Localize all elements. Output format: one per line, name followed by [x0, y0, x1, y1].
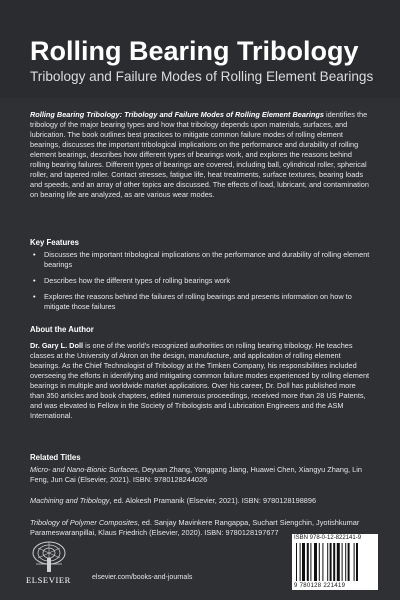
key-features-list	[30, 250, 370, 318]
elsevier-tree-logo-icon	[30, 540, 68, 574]
key-feature-item: • Describes how the different types of rolling bearings work	[30, 276, 370, 286]
key-feature-item: • Discusses the important tribological implications on the performance and durability of rolling element bearings	[30, 250, 370, 270]
author-bio-text: is one of the world's recognized authorities on rolling bearing tribology. He teaches classes at the University of Akron on the design, manufacture, and application of rolling element bearings. As the Chief Technologist of Tribology at the Timken Company, his responsibilities included overseeing the efforts in identifying and mitigating common failure modes experienced by rolling element bearings in multiple and worldwide market applications. Over his career, Dr. Doll has published more than 350 articles and book chapters, edited numerous proceedings, received more than 28 US Patents, and was elevated to Fellow in the Society of Tribologists and Lubrication Engineers and the ASM International.	[30, 341, 370, 420]
barcode-number: 9 780128 221419	[294, 583, 346, 589]
related-title-details: , ed. Sanjay Mavinkere Rangappa, Suchart Siengchin, Jyotishkumar Parameswaranpillai, Klaus Friedrich (Elsevier, 2020). ISBN: 9780128197677	[30, 518, 360, 537]
description-text: identifies the tribology of the major bearing types and how that tribology depends upon materials, surfaces, and lubrication. The book outlines best practices to mitigate common failure modes of rolling element bearings, discusses the important tribological implications on the performance and durability of rolling element bearings, describes how different types of bearings work, and explores the reasons behind rolling bearing failures. Different types of bearings are covered, including ball, cylindrical roller, spherical roller, and tapered roller. Contact stresses, fatigue life, heat treatments, surface textures, bearing loads and speeds, and an array of other topics are discussed. The effects of load, lubricant, and contamination on bearing life are analyzed, as are various wear modes.	[30, 110, 369, 199]
related-title-name: Tribology of Polymer Composites	[30, 518, 138, 527]
key-features-heading: Key Features	[30, 238, 79, 247]
related-titles-heading: Related Titles	[30, 453, 81, 462]
book-description	[30, 110, 372, 200]
book-subtitle: Tribology and Failure Modes of Rolling Element Bearings	[30, 69, 374, 84]
related-title-name: Micro- and Nano-Bionic Surfaces	[30, 465, 138, 474]
about-author-heading: About the Author	[30, 325, 94, 334]
related-title-name: Machining and Tribology	[30, 496, 110, 505]
related-title-item	[30, 465, 370, 485]
related-title-details: , Deyuan Zhang, Yonggang Jiang, Huawei Chen, Xiangyu Zhang, Lin Feng, Jun Cai (Elsevier, 2021). ISBN: 9780128244026	[30, 465, 362, 484]
related-title-details: , ed. Alokesh Pramanik (Elsevier, 2021). ISBN: 9780128198896	[109, 496, 317, 505]
author-bio	[30, 341, 372, 421]
book-title: Rolling Bearing Tribology	[30, 36, 359, 66]
isbn-label: ISBN 978-0-12-822141-9	[294, 535, 362, 541]
author-name: Dr. Gary L. Doll	[30, 341, 84, 350]
publisher-url: elsevier.com/books-and-journals	[92, 574, 193, 581]
barcode-icon	[296, 543, 376, 581]
publisher-name: ELSEVIER	[26, 575, 71, 585]
related-title-item	[30, 496, 370, 506]
description-lead: Rolling Bearing Tribology: Tribology and Failure Modes of Rolling Element Bearings	[30, 110, 324, 119]
key-feature-item: • Explores the reasons behind the failures of rolling bearings and presents information on how to mitigate those failures	[30, 292, 370, 312]
